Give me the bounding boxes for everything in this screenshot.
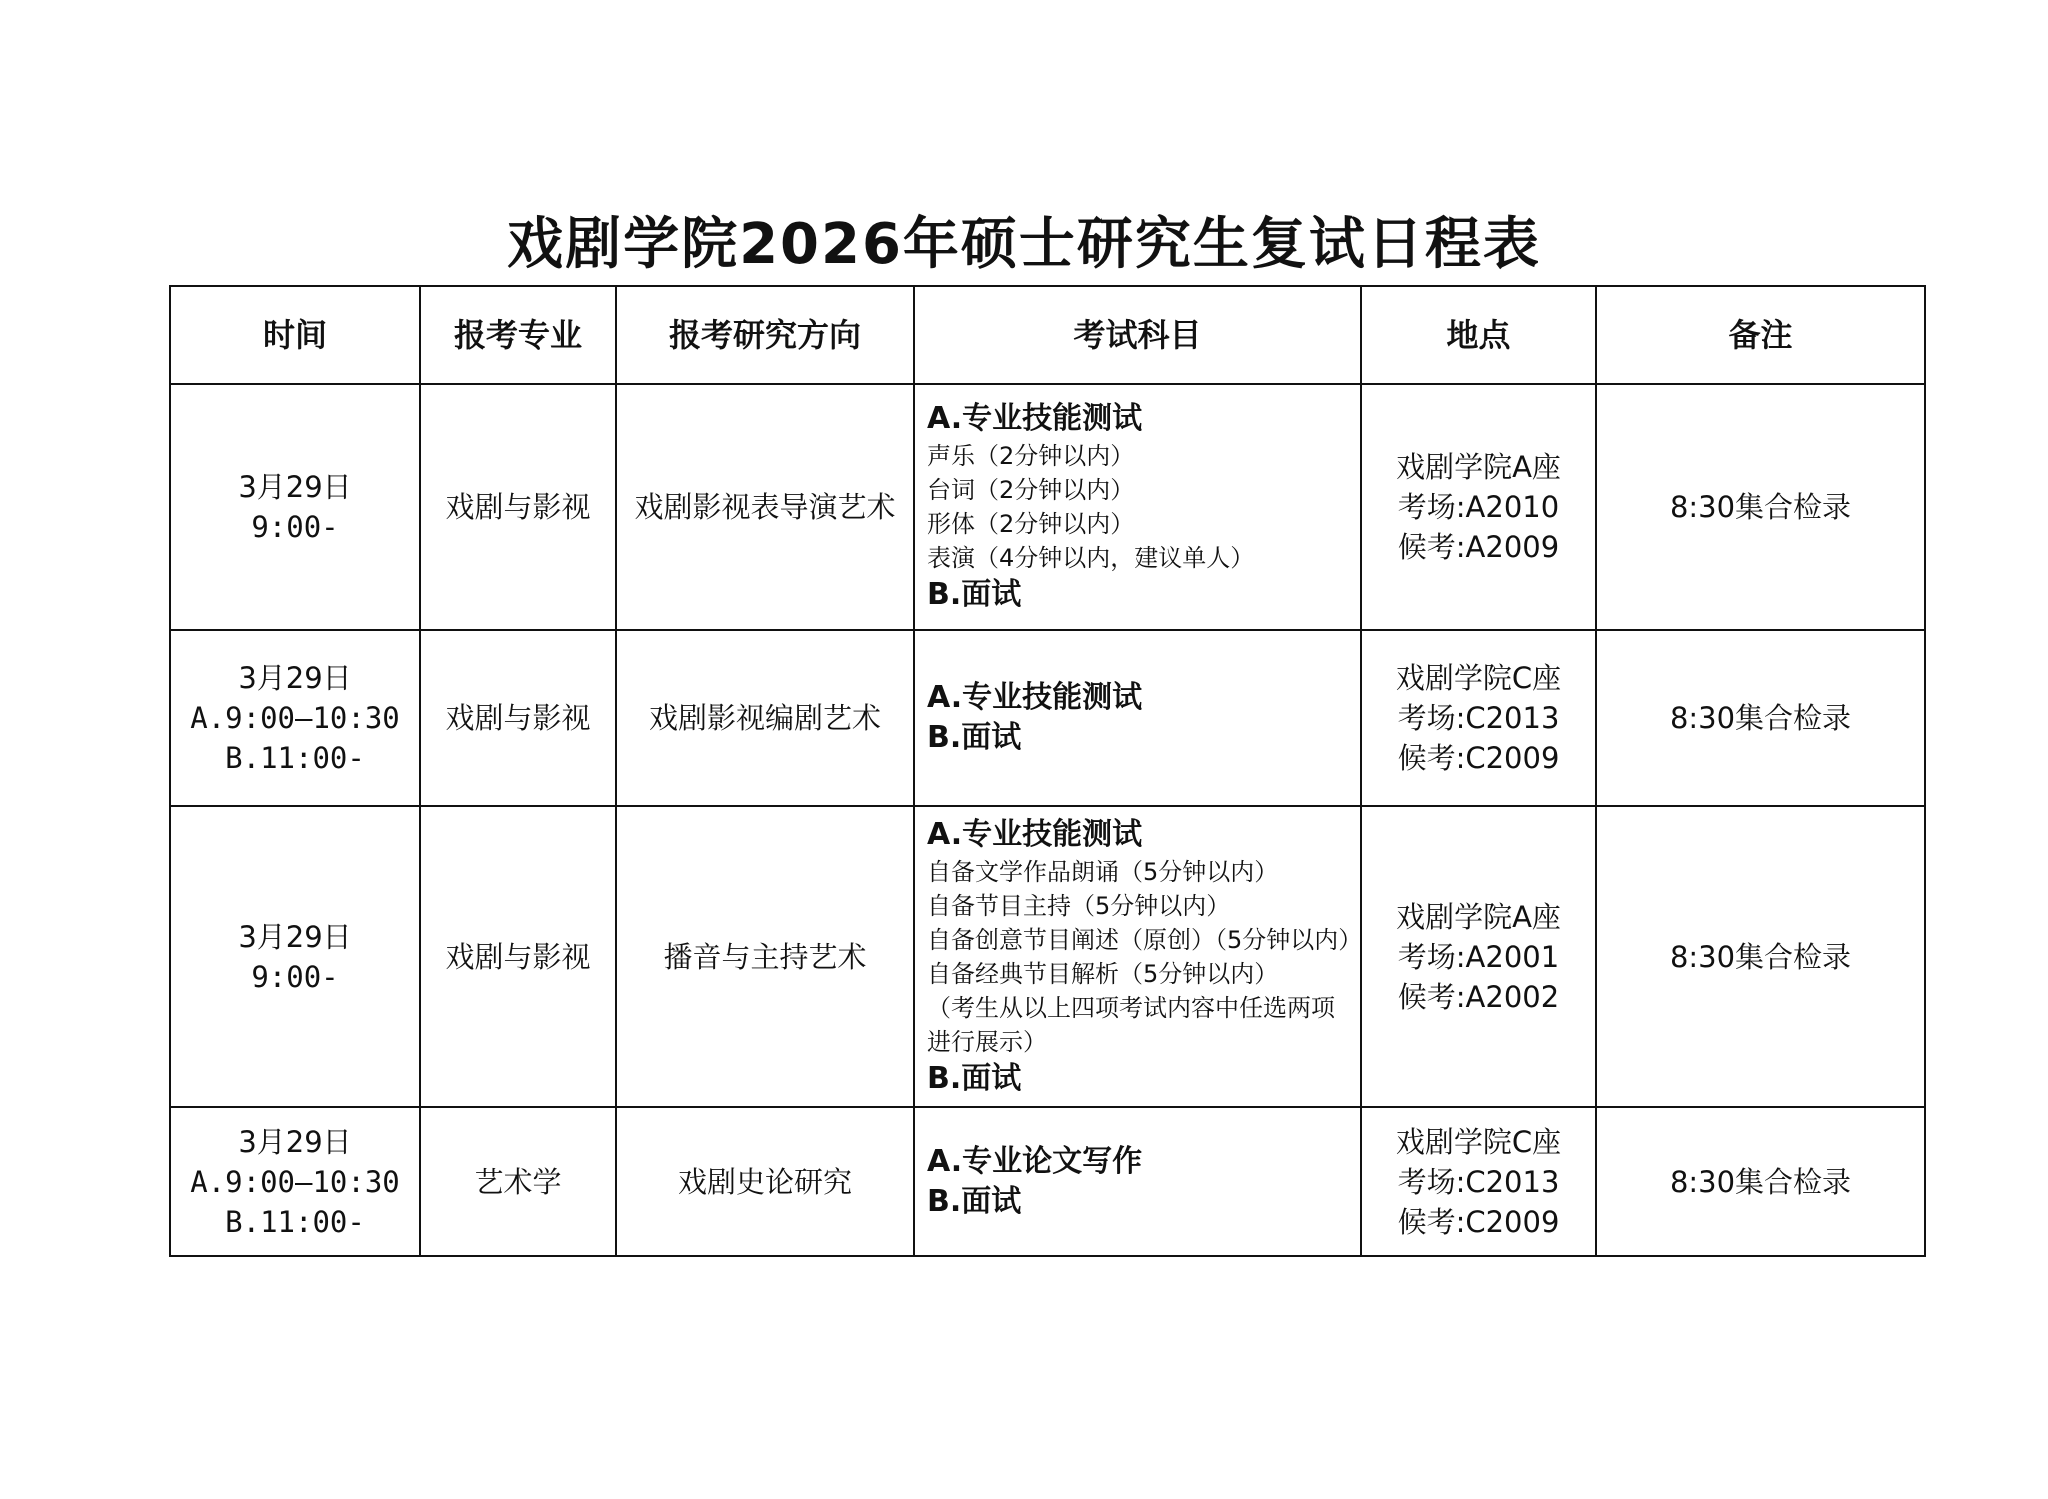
major-cell: 艺术学: [420, 1107, 616, 1256]
time-slot: B.11:00-: [225, 1204, 365, 1239]
remark-cell: 8:30集合检录: [1596, 806, 1925, 1107]
subject-b: B.面试: [927, 577, 1022, 612]
schedule-table: [169, 285, 1926, 1257]
location-cell: [1361, 1107, 1596, 1256]
location-waiting-room: 候考:A2009: [1397, 530, 1560, 564]
direction-cell: 戏剧影视编剧艺术: [616, 630, 914, 806]
subject-a: A.专业论文写作: [927, 1143, 1143, 1179]
location-waiting-room: 候考:A2002: [1397, 979, 1560, 1014]
header-time: 时间: [170, 286, 420, 384]
time-slot: 9:00-: [251, 959, 339, 994]
remark-cell: 8:30集合检录: [1596, 630, 1925, 806]
subject-item: 台词（2分钟以内）: [927, 476, 1135, 504]
subject-a: A.专业技能测试: [927, 401, 1143, 436]
document-title: 戏剧学院2026年硕士研究生复试日程表: [507, 212, 1541, 277]
time-cell: [170, 806, 420, 1107]
location-cell: [1361, 806, 1596, 1107]
subject-item: 声乐（2分钟以内）: [927, 442, 1135, 470]
major-cell: 戏剧与影视: [420, 384, 616, 630]
time-slot: 9:00-: [251, 510, 339, 544]
major-cell: 戏剧与影视: [420, 806, 616, 1107]
location-waiting-room: 候考:C2009: [1397, 1204, 1560, 1239]
subject-item: 自备节目主持（5分钟以内）: [927, 891, 1231, 920]
remark-cell: 8:30集合检录: [1596, 384, 1925, 630]
table-header-row: [170, 286, 1925, 384]
time-date: 3月29日: [238, 919, 352, 954]
time-cell: [170, 1107, 420, 1256]
subjects-cell: [914, 630, 1361, 806]
location-exam-room: 考场:C2013: [1397, 1164, 1560, 1199]
table-row: [170, 806, 1925, 1107]
time-cell: [170, 384, 420, 630]
location-exam-room: 考场:A2010: [1397, 490, 1560, 524]
direction-cell: 戏剧影视表导演艺术: [616, 384, 914, 630]
direction-cell: 播音与主持艺术: [616, 806, 914, 1107]
location-exam-room: 考场:C2013: [1397, 701, 1560, 735]
table-row: [170, 1107, 1925, 1256]
location-cell: [1361, 384, 1596, 630]
header-location: 地点: [1361, 286, 1596, 384]
location-waiting-room: 候考:C2009: [1397, 741, 1560, 775]
subjects-cell: [914, 806, 1361, 1107]
time-date: 3月29日: [238, 661, 352, 695]
time-slot: A.9:00—10:30: [190, 1164, 400, 1199]
location-building: 戏剧学院A座: [1396, 899, 1561, 934]
direction-cell: 戏剧史论研究: [616, 1107, 914, 1256]
location-building: 戏剧学院A座: [1396, 450, 1561, 484]
subject-item: 自备创意节目阐述（原创）（5分钟以内）: [927, 925, 1363, 954]
subjects-cell: [914, 1107, 1361, 1256]
location-building: 戏剧学院C座: [1395, 1124, 1562, 1159]
subject-item: 自备文学作品朗诵（5分钟以内）: [927, 857, 1279, 886]
table-row: [170, 630, 1925, 806]
remark-cell: 8:30集合检录: [1596, 1107, 1925, 1256]
subject-b: B.面试: [927, 720, 1022, 755]
location-exam-room: 考场:A2001: [1397, 939, 1560, 974]
header-direction: 报考研究方向: [616, 286, 914, 384]
subjects-cell: [914, 384, 1361, 630]
subject-b: B.面试: [927, 1060, 1022, 1096]
subject-item: 形体（2分钟以内）: [927, 510, 1135, 538]
time-cell: [170, 630, 420, 806]
time-date: 3月29日: [238, 470, 352, 504]
subject-note: （考生从以上四项考试内容中任选两项进行展示）: [927, 993, 1335, 1056]
subject-item: 自备经典节目解析（5分钟以内）: [927, 959, 1279, 988]
subject-b: B.面试: [927, 1183, 1022, 1219]
header-subjects: 考试科目: [914, 286, 1361, 384]
major-cell: 戏剧与影视: [420, 630, 616, 806]
subject-a: A.专业技能测试: [927, 680, 1143, 715]
table-row: [170, 384, 1925, 630]
subject-item: 表演（4分钟以内，建议单人）: [927, 544, 1255, 572]
header-major: 报考专业: [420, 286, 616, 384]
time-slot: B.11:00-: [225, 741, 365, 775]
header-remark: 备注: [1596, 286, 1925, 384]
time-date: 3月29日: [238, 1124, 352, 1159]
time-slot: A.9:00—10:30: [190, 701, 400, 735]
subject-a: A.专业技能测试: [927, 816, 1143, 852]
location-cell: [1361, 630, 1596, 806]
location-building: 戏剧学院C座: [1395, 661, 1562, 695]
